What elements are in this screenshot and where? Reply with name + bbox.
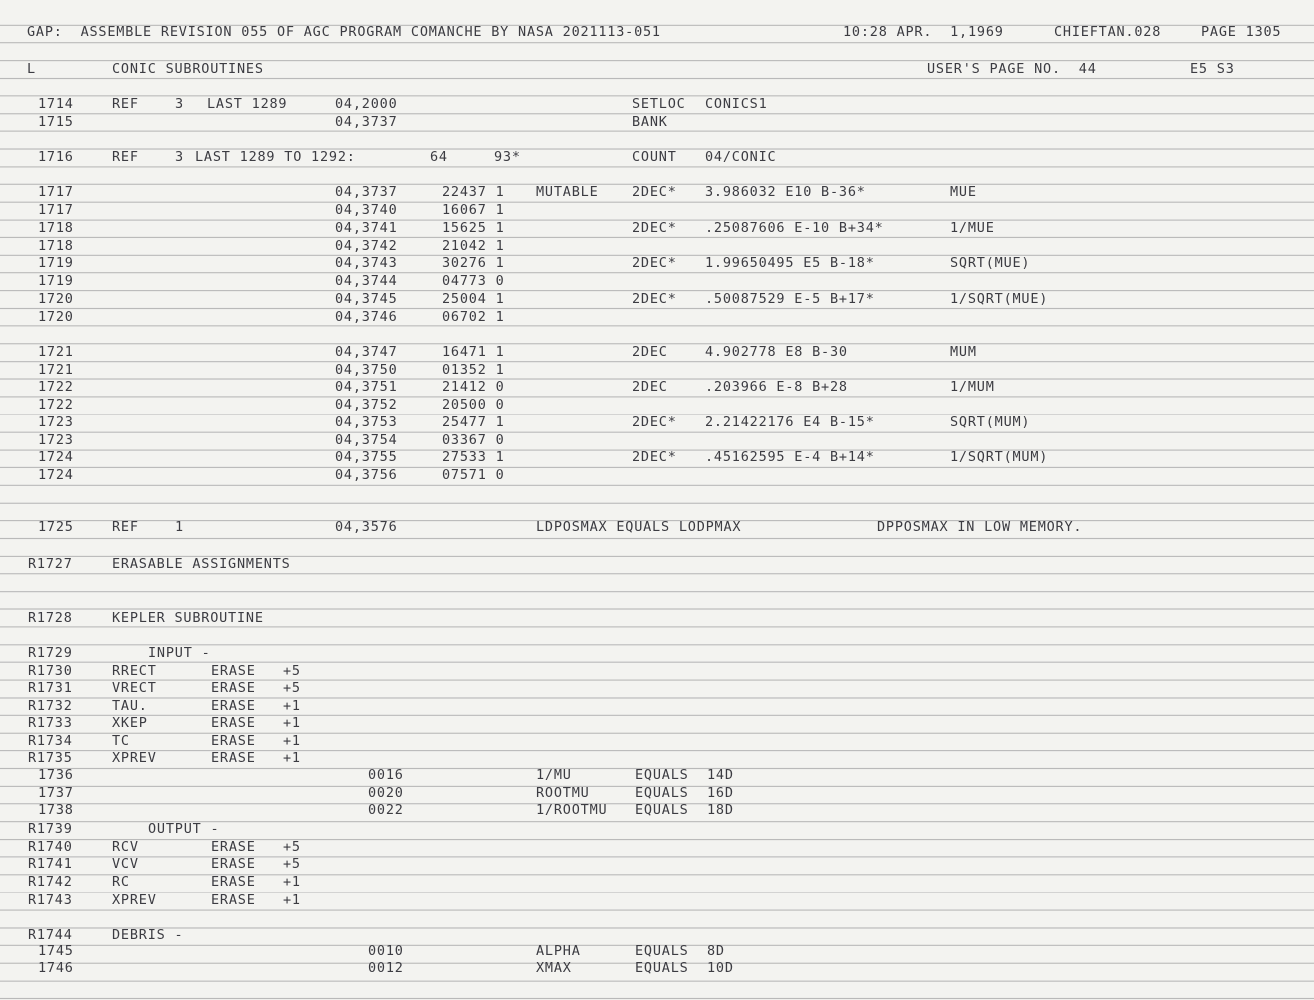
comment-row <box>0 820 1314 838</box>
location: 04,3737 <box>335 114 398 130</box>
location: 04,3742 <box>335 238 398 254</box>
comment: SQRT(MUE) <box>950 255 1031 271</box>
operand: CONICS1 <box>705 96 768 112</box>
seq-number: 1720 <box>38 291 74 307</box>
seq-number: R1744 <box>28 927 73 943</box>
opcode: EQUALS <box>635 960 689 976</box>
seq-number: 1719 <box>38 255 74 271</box>
location: 0012 <box>368 960 404 976</box>
page-number: PAGE 1305 <box>1201 24 1282 40</box>
listing-row <box>0 272 1314 290</box>
assembly-file: CHIEFTAN.028 <box>1054 24 1162 40</box>
symbol-label: MUTABLE <box>536 184 599 200</box>
opcode: 2DEC* <box>632 414 677 430</box>
listing-row <box>0 431 1314 449</box>
equate-statement: LDPOSMAX EQUALS LODPMAX <box>536 519 742 535</box>
symbol-label: VRECT <box>112 680 157 696</box>
location: 04,3753 <box>335 414 398 430</box>
opcode: EQUALS <box>635 802 689 818</box>
comment: 1/MUM <box>950 379 995 395</box>
seq-number: R1728 <box>28 610 73 626</box>
location: 04,3741 <box>335 220 398 236</box>
seq-number: 1721 <box>38 344 74 360</box>
octal-word: 25004 1 <box>442 291 505 307</box>
seq-number: 1715 <box>38 114 74 130</box>
comment: SQRT(MUM) <box>950 414 1031 430</box>
seq-number: 1723 <box>38 432 74 448</box>
operand: .45162595 E-4 B+14* <box>705 449 875 465</box>
listing-row <box>0 942 1314 960</box>
count-value: 93* <box>494 149 521 165</box>
location: 04,3576 <box>335 519 398 535</box>
listing-row <box>0 113 1314 131</box>
comment: 1/MUE <box>950 220 995 236</box>
opcode: 2DEC* <box>632 255 677 271</box>
octal-word: 27533 1 <box>442 449 505 465</box>
opcode: EQUALS <box>635 943 689 959</box>
listing-row <box>0 679 1314 697</box>
opcode: ERASE <box>211 856 256 872</box>
operand: +1 <box>283 733 301 749</box>
seq-number: 1725 <box>38 519 74 535</box>
opcode: BANK <box>632 114 668 130</box>
seq-number: 1722 <box>38 379 74 395</box>
seq-number: R1741 <box>28 856 73 872</box>
seq-number: 1737 <box>38 785 74 801</box>
listing-row <box>0 95 1314 113</box>
seq-number: 1717 <box>38 202 74 218</box>
location: 04,3744 <box>335 273 398 289</box>
symbol-label: 1/ROOTMU <box>536 802 608 818</box>
seq-number: R1735 <box>28 750 73 766</box>
seq-number: 1720 <box>38 309 74 325</box>
octal-word: 21042 1 <box>442 238 505 254</box>
operand: +5 <box>283 680 301 696</box>
assembly-timestamp: 10:28 APR. 1,1969 <box>843 24 1004 40</box>
comment: MUE <box>950 184 977 200</box>
comment: 1/SQRT(MUM) <box>950 449 1049 465</box>
ref-count: 3 <box>175 96 184 112</box>
ref-keyword: REF <box>112 96 139 112</box>
seq-number: 1745 <box>38 943 74 959</box>
location: 04,2000 <box>335 96 398 112</box>
location: 04,3743 <box>335 255 398 271</box>
symbol-label: ROOTMU <box>536 785 590 801</box>
opcode: ERASE <box>211 663 256 679</box>
symbol-label: VCV <box>112 856 139 872</box>
comment: OUTPUT - <box>148 821 220 837</box>
seq-number: R1732 <box>28 698 73 714</box>
operand: +1 <box>283 892 301 908</box>
operand: 10D <box>707 960 734 976</box>
ref-keyword: REF <box>112 149 139 165</box>
operand: +1 <box>283 715 301 731</box>
seq-number: 1722 <box>38 397 74 413</box>
location: 04,3754 <box>335 432 398 448</box>
listing-row <box>0 697 1314 715</box>
operand: 3.986032 E10 B-36* <box>705 184 866 200</box>
symbol-label: RC <box>112 874 130 890</box>
opcode: COUNT <box>632 149 677 165</box>
comment: ERASABLE ASSIGNMENTS <box>112 556 291 572</box>
section-marker: L <box>27 61 36 77</box>
symbol-label: TC <box>112 733 130 749</box>
seq-number: 1716 <box>38 149 74 165</box>
section-code: E5 S3 <box>1190 61 1235 77</box>
listing-row <box>0 801 1314 819</box>
operand: 14D <box>707 767 734 783</box>
location: 0020 <box>368 785 404 801</box>
opcode: ERASE <box>211 715 256 731</box>
listing-row <box>0 254 1314 272</box>
ref-count: 1 <box>175 519 184 535</box>
opcode: SETLOC <box>632 96 686 112</box>
symbol-label: XPREV <box>112 892 157 908</box>
seq-number: R1731 <box>28 680 73 696</box>
operand: 04/CONIC <box>705 149 777 165</box>
location: 04,3752 <box>335 397 398 413</box>
listing-row <box>0 396 1314 414</box>
opcode: ERASE <box>211 839 256 855</box>
location: 04,3746 <box>335 309 398 325</box>
octal-word: 20500 0 <box>442 397 505 413</box>
listing-row <box>0 308 1314 326</box>
listing-row <box>0 343 1314 361</box>
seq-number: R1739 <box>28 821 73 837</box>
location: 0016 <box>368 767 404 783</box>
opcode: ERASE <box>211 680 256 696</box>
listing-row <box>0 361 1314 379</box>
symbol-label: XKEP <box>112 715 148 731</box>
seq-number: 1723 <box>38 414 74 430</box>
operand: 2.21422176 E4 B-15* <box>705 414 875 430</box>
opcode: 2DEC* <box>632 184 677 200</box>
listing-row <box>0 466 1314 484</box>
listing-row <box>0 891 1314 909</box>
user-page-number: USER'S PAGE NO. 44 <box>927 61 1097 77</box>
seq-number: 1746 <box>38 960 74 976</box>
octal-word: 04773 0 <box>442 273 505 289</box>
octal-word: 07571 0 <box>442 467 505 483</box>
opcode: ERASE <box>211 750 256 766</box>
operand: 1.99650495 E5 B-18* <box>705 255 875 271</box>
location: 04,3755 <box>335 449 398 465</box>
octal-word: 15625 1 <box>442 220 505 236</box>
operand: +5 <box>283 839 301 855</box>
symbol-label: XMAX <box>536 960 572 976</box>
seq-number: R1743 <box>28 892 73 908</box>
operand: +5 <box>283 856 301 872</box>
comment-row <box>0 644 1314 662</box>
listing-row <box>0 201 1314 219</box>
listing-row <box>0 855 1314 873</box>
octal-word: 25477 1 <box>442 414 505 430</box>
opcode: ERASE <box>211 698 256 714</box>
seq-number: 1721 <box>38 362 74 378</box>
comment: DEBRIS - <box>112 927 184 943</box>
ref-last: LAST 1289 <box>207 96 288 112</box>
opcode: ERASE <box>211 733 256 749</box>
section-title: CONIC SUBROUTINES <box>112 61 264 77</box>
listing-row <box>0 290 1314 308</box>
seq-number: R1727 <box>28 556 73 572</box>
section-header <box>0 60 1314 78</box>
opcode: 2DEC* <box>632 291 677 307</box>
seq-number: 1736 <box>38 767 74 783</box>
opcode: ERASE <box>211 892 256 908</box>
opcode: EQUALS <box>635 785 689 801</box>
opcode: 2DEC <box>632 379 668 395</box>
operand: .50087529 E-5 B+17* <box>705 291 875 307</box>
comment: INPUT - <box>148 645 211 661</box>
octal-word: 21412 0 <box>442 379 505 395</box>
operand: +1 <box>283 750 301 766</box>
operand: 16D <box>707 785 734 801</box>
octal-word: 06702 1 <box>442 309 505 325</box>
symbol-label: RCV <box>112 839 139 855</box>
location: 04,3751 <box>335 379 398 395</box>
listing-row <box>0 413 1314 431</box>
location: 04,3756 <box>335 467 398 483</box>
listing-row <box>0 784 1314 802</box>
octal-word: 30276 1 <box>442 255 505 271</box>
comment: MUM <box>950 344 977 360</box>
operand: 8D <box>707 943 725 959</box>
seq-number: 1724 <box>38 467 74 483</box>
ref-keyword: REF <box>112 519 139 535</box>
seq-number: R1730 <box>28 663 73 679</box>
seq-number: R1734 <box>28 733 73 749</box>
comment: 1/SQRT(MUE) <box>950 291 1049 307</box>
octal-word: 03367 0 <box>442 432 505 448</box>
operand: .203966 E-8 B+28 <box>705 379 848 395</box>
comment: KEPLER SUBROUTINE <box>112 610 264 626</box>
opcode: EQUALS <box>635 767 689 783</box>
listing-row <box>0 749 1314 767</box>
symbol-label: TAU. <box>112 698 148 714</box>
listing-row <box>0 219 1314 237</box>
listing-row <box>0 662 1314 680</box>
seq-number: 1724 <box>38 449 74 465</box>
listing-row <box>0 148 1314 166</box>
operand: .25087606 E-10 B+34* <box>705 220 884 236</box>
seq-number: 1719 <box>38 273 74 289</box>
ref-count: 3 <box>175 149 184 165</box>
symbol-label: XPREV <box>112 750 157 766</box>
listing-row <box>0 714 1314 732</box>
seq-number: R1740 <box>28 839 73 855</box>
seq-number: R1742 <box>28 874 73 890</box>
listing-row <box>0 448 1314 466</box>
octal-word: 16471 1 <box>442 344 505 360</box>
comment: DPPOSMAX IN LOW MEMORY. <box>877 519 1083 535</box>
seq-number: 1718 <box>38 220 74 236</box>
listing-header <box>0 23 1314 41</box>
seq-number: 1718 <box>38 238 74 254</box>
listing-row <box>0 766 1314 784</box>
comment-row <box>0 555 1314 573</box>
octal-word: 01352 1 <box>442 362 505 378</box>
operand: 4.902778 E8 B-30 <box>705 344 848 360</box>
location: 0010 <box>368 943 404 959</box>
opcode: 2DEC* <box>632 449 677 465</box>
location: 0022 <box>368 802 404 818</box>
opcode: 2DEC <box>632 344 668 360</box>
operand: +1 <box>283 698 301 714</box>
seq-number: 1738 <box>38 802 74 818</box>
location: 04,3745 <box>335 291 398 307</box>
ref-range: LAST 1289 TO 1292: <box>195 149 356 165</box>
location: 04,3747 <box>335 344 398 360</box>
opcode: ERASE <box>211 874 256 890</box>
seq-number: R1729 <box>28 645 73 661</box>
count-value: 64 <box>430 149 448 165</box>
operand: 18D <box>707 802 734 818</box>
listing-row <box>0 237 1314 255</box>
listing-row <box>0 518 1314 536</box>
assembly-title: GAP: ASSEMBLE REVISION 055 OF AGC PROGRAM COMANCHE BY NASA 2021113-051 <box>27 24 661 40</box>
seq-number: R1733 <box>28 715 73 731</box>
listing-row <box>0 183 1314 201</box>
seq-number: 1714 <box>38 96 74 112</box>
listing-row <box>0 838 1314 856</box>
symbol-label: 1/MU <box>536 767 572 783</box>
comment-row <box>0 609 1314 627</box>
opcode: 2DEC* <box>632 220 677 236</box>
listing-row <box>0 732 1314 750</box>
listing-row <box>0 873 1314 891</box>
location: 04,3750 <box>335 362 398 378</box>
listing-row <box>0 378 1314 396</box>
seq-number: 1717 <box>38 184 74 200</box>
symbol-label: RRECT <box>112 663 157 679</box>
location: 04,3740 <box>335 202 398 218</box>
symbol-label: ALPHA <box>536 943 581 959</box>
octal-word: 16067 1 <box>442 202 505 218</box>
operand: +5 <box>283 663 301 679</box>
location: 04,3737 <box>335 184 398 200</box>
operand: +1 <box>283 874 301 890</box>
octal-word: 22437 1 <box>442 184 505 200</box>
listing-row <box>0 959 1314 977</box>
